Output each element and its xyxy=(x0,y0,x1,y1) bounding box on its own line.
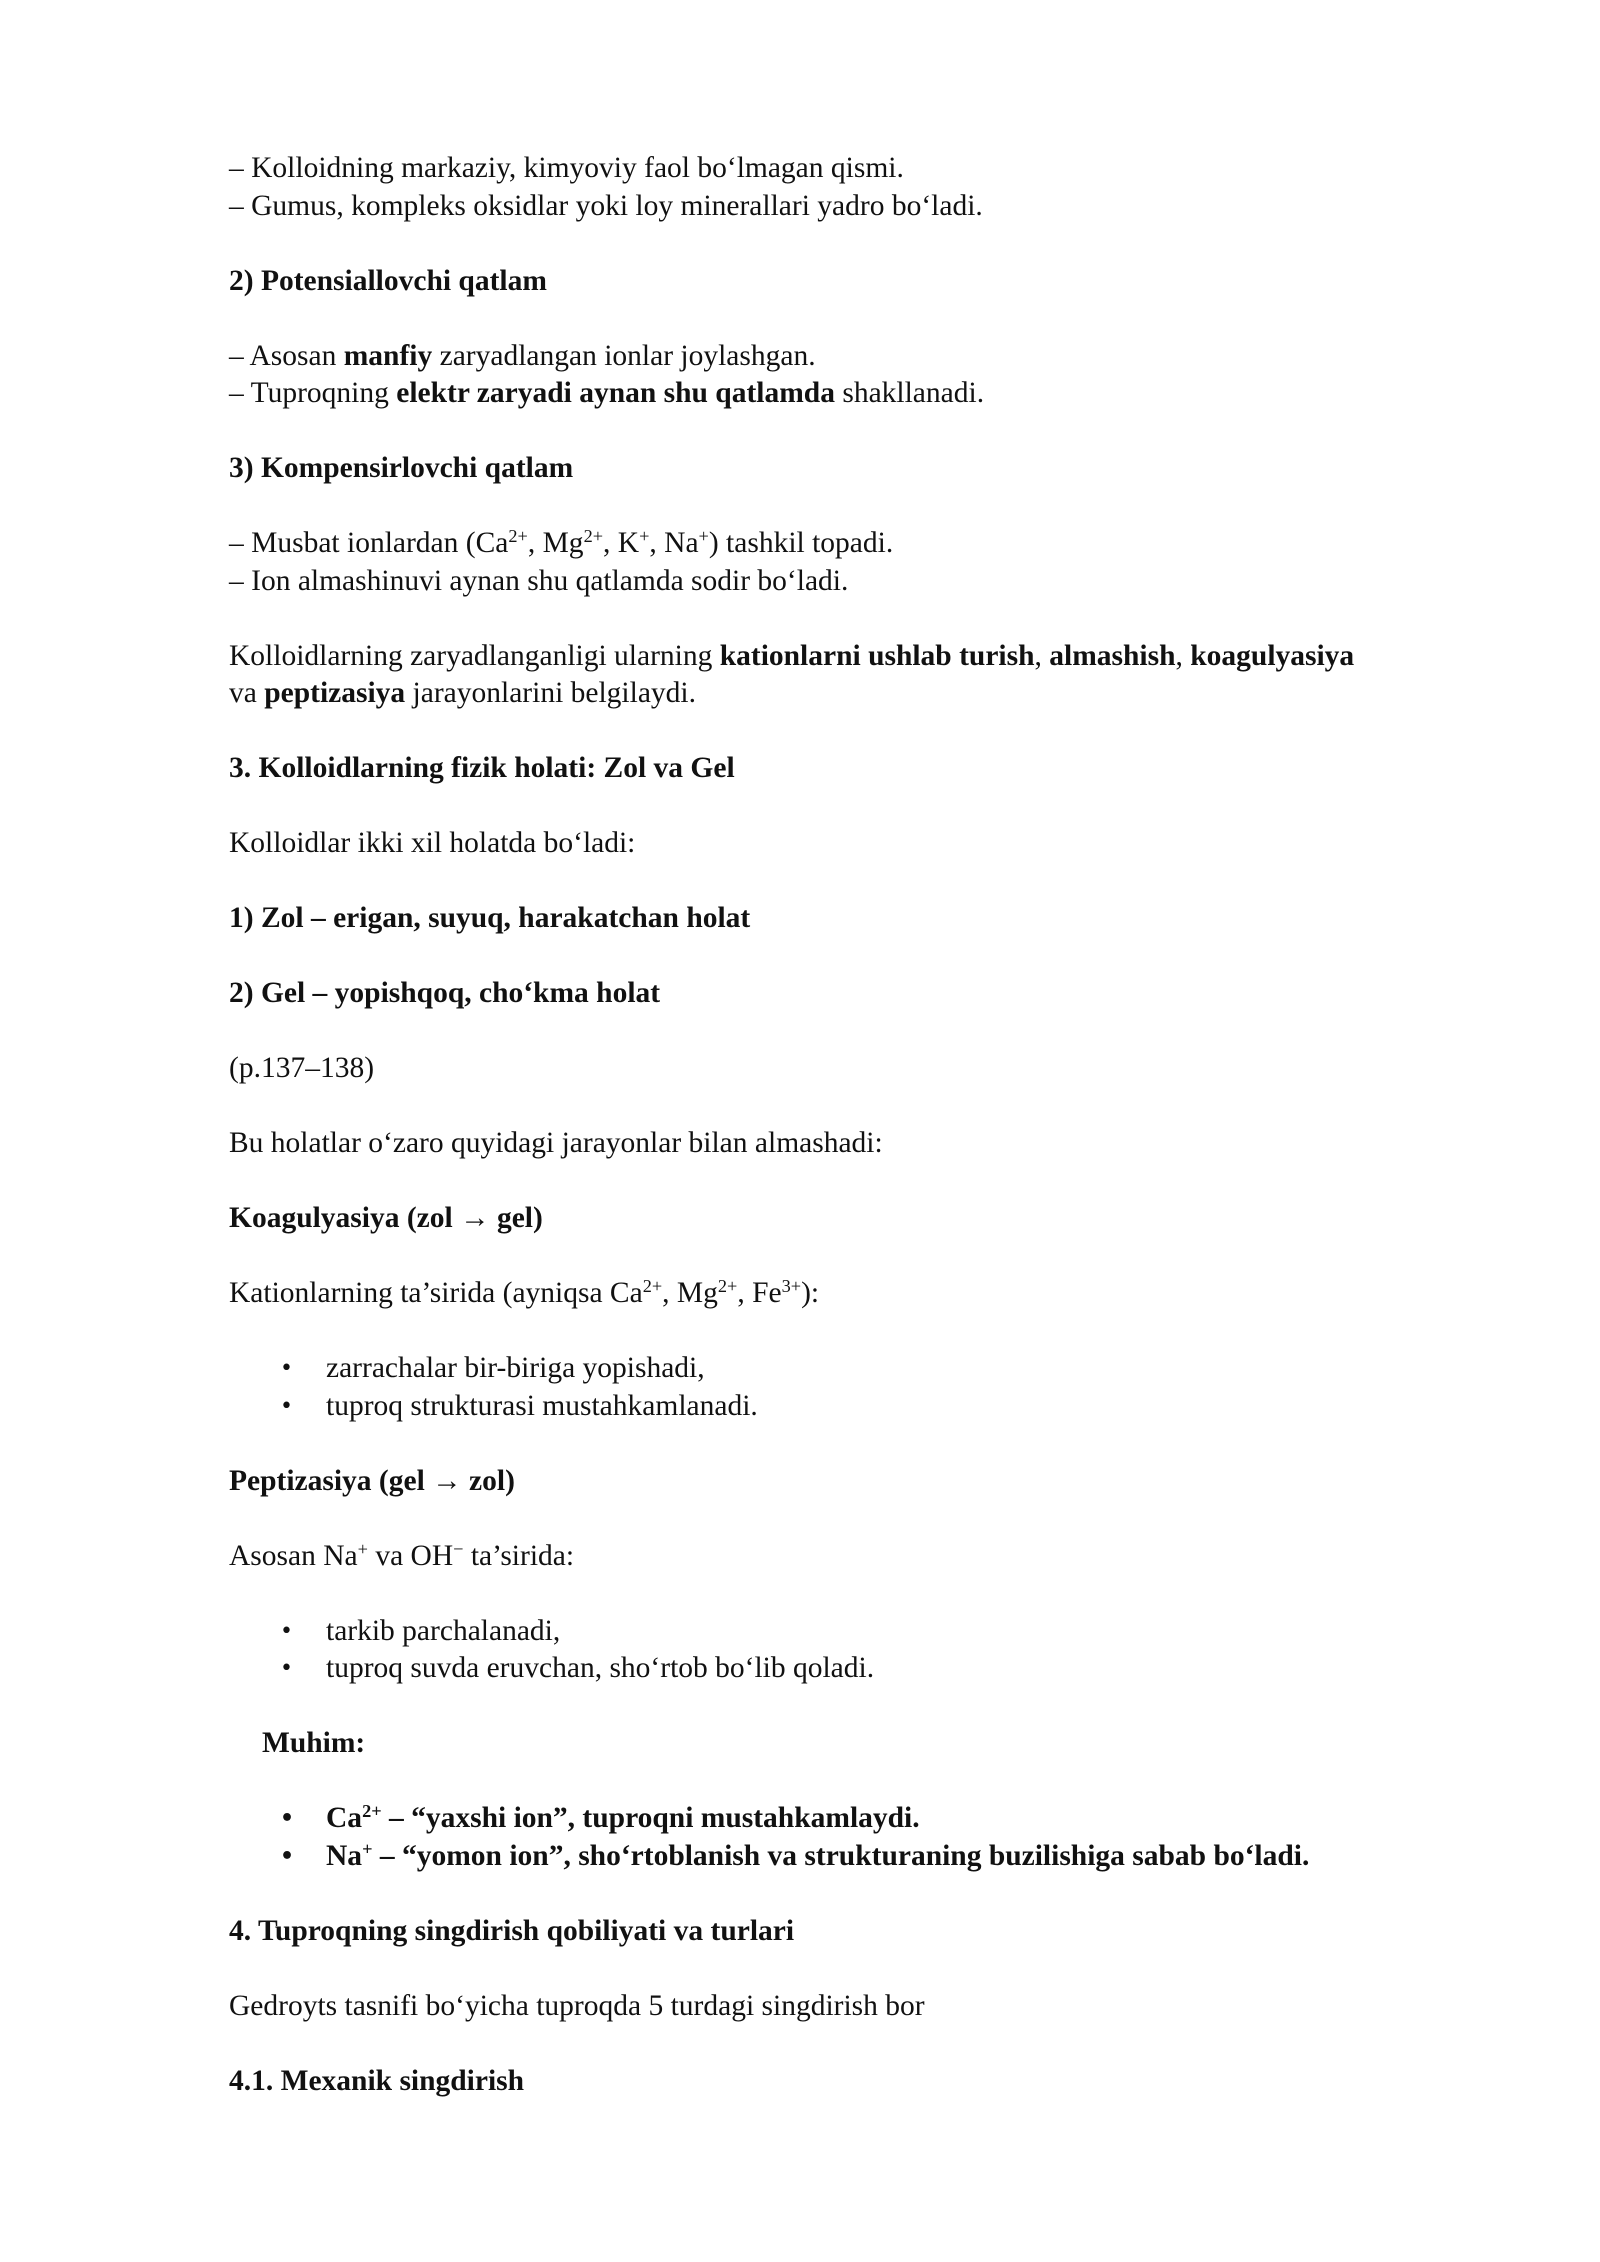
text-span: , xyxy=(1175,639,1191,672)
peptization-heading: Peptizasiya (gel → zol) xyxy=(229,1464,515,1497)
peptization-effects-list xyxy=(229,1613,1479,1688)
bullet-icon: • xyxy=(280,1656,293,1681)
potential-layer-heading: 2) Potensiallovchi qatlam xyxy=(229,264,547,297)
spacer xyxy=(229,1500,1479,1538)
text-span: , K xyxy=(603,527,640,559)
core-line-2: – Gumus, kompleks oksidlar yoki loy minerallari yadro bo‘ladi. xyxy=(229,189,983,222)
section-4-1-heading: 4.1. Mexanik singdirish xyxy=(229,2064,525,2097)
core-line-1: – Kolloidning markaziy, kimyoviy faol bo‘lmagan qismi. xyxy=(229,152,904,184)
bold-term: kationlarni ushlab turish xyxy=(719,639,1035,672)
compensating-layer-line-2: – Ion almashinuvi aynan shu qatlamda sodir bo‘ladi. xyxy=(229,564,849,597)
list-item-text: tuproq suvda eruvchan, sho‘rtob bo‘lib qoladi. xyxy=(326,1652,875,1684)
list-item xyxy=(229,1613,1479,1651)
text-span: , xyxy=(1034,639,1050,672)
text-span: shakllanadi. xyxy=(834,377,985,409)
spacer xyxy=(229,1575,1479,1613)
text-span: – “yomon ion”, sho‘rtoblanish va strukturaning buzilishiga sabab bo‘ladi. xyxy=(372,1839,1310,1872)
spacer xyxy=(229,1763,1479,1801)
charge-superscript: 2+ xyxy=(508,525,528,546)
text-span: – Asosan xyxy=(229,339,344,372)
text-span: ) tashkil topadi. xyxy=(708,527,894,559)
important-list xyxy=(229,1800,1479,1875)
text-span: jarayonlarini belgilaydi. xyxy=(405,677,696,709)
charge-superscript: 3+ xyxy=(781,1275,802,1296)
text-span: Na xyxy=(326,1839,363,1872)
bold-term: koagulyasiya xyxy=(1190,639,1355,672)
spacer xyxy=(229,1875,1479,1913)
charge-superscript: + xyxy=(639,525,650,546)
text-span: ): xyxy=(801,1277,820,1309)
charge-superscript: 2+ xyxy=(583,525,604,546)
section-3-heading: 3. Kolloidlarning fizik holati: Zol va Gel xyxy=(229,752,735,784)
list-item-text: zarrachalar bir-biriga yopishadi, xyxy=(326,1352,705,1384)
spacer xyxy=(229,1425,1479,1463)
text-span: va OH xyxy=(367,1539,454,1572)
text-span: – “yaxshi ion”, tuproqni mustahkamlaydi. xyxy=(381,1802,920,1834)
charge-superscript: − xyxy=(453,1538,464,1559)
document-body xyxy=(229,150,1479,2100)
section-3-intro: Kolloidlar ikki xil holatda bo‘ladi: xyxy=(229,827,636,859)
spacer xyxy=(229,1088,1479,1126)
text-span: va xyxy=(229,677,265,709)
list-item xyxy=(229,1350,1479,1388)
bold-term: peptizasiya xyxy=(264,677,406,709)
coagulation-cause xyxy=(229,1275,1479,1313)
text-span: – Tuproqning xyxy=(229,377,397,409)
summary-paragraph xyxy=(229,638,1479,713)
spacer xyxy=(229,300,1479,338)
charge-superscript: 2+ xyxy=(717,1275,738,1296)
spacer xyxy=(229,225,1479,263)
charge-superscript: + xyxy=(362,1838,373,1859)
bullet-icon: • xyxy=(280,1393,293,1419)
peptization-cause xyxy=(229,1538,1479,1576)
spacer xyxy=(229,2025,1479,2063)
text-span: Ca xyxy=(326,1802,363,1834)
spacer xyxy=(229,1238,1479,1276)
charge-superscript: 2+ xyxy=(642,1275,663,1296)
spacer xyxy=(229,413,1479,451)
state-gel: 2) Gel – yopishqoq, cho‘kma holat xyxy=(229,977,661,1009)
text-span: ta’sirida: xyxy=(463,1539,575,1572)
spacer xyxy=(229,1688,1479,1726)
list-item xyxy=(229,1388,1479,1426)
bold-term: elektr zaryadi aynan shu qatlamda xyxy=(396,377,835,409)
spacer xyxy=(229,713,1479,751)
potential-layer-line-2 xyxy=(229,375,1479,413)
bullet-icon: • xyxy=(280,1618,293,1644)
spacer xyxy=(229,1950,1479,1988)
spacer xyxy=(229,1163,1479,1201)
transition-text: Bu holatlar o‘zaro quyidagi jarayonlar bilan almashadi: xyxy=(229,1127,883,1159)
spacer xyxy=(229,938,1479,976)
bullet-icon: • xyxy=(280,1806,295,1831)
spacer xyxy=(229,788,1479,826)
coagulation-heading: Koagulyasiya (zol → gel) xyxy=(229,1202,543,1234)
compensating-layer-heading: 3) Kompensirlovchi qatlam xyxy=(229,452,574,484)
bold-term: almashish xyxy=(1049,639,1176,672)
compensating-layer-line-1 xyxy=(229,525,1479,563)
section-4-intro: Gedroyts tasnifi bo‘yicha tuproqda 5 turdagi singdirish bor xyxy=(229,1989,925,2022)
charge-superscript: 2+ xyxy=(362,1800,382,1821)
state-zol: 1) Zol – erigan, suyuq, harakatchan holat xyxy=(229,902,751,934)
spacer xyxy=(229,863,1479,901)
section-4-heading: 4. Tuproqning singdirish qobiliyati va turlari xyxy=(229,1914,795,1947)
text-span: zaryadlangan ionlar joylashgan. xyxy=(432,339,816,372)
list-item xyxy=(229,1838,1479,1876)
charge-superscript: + xyxy=(698,525,709,546)
coagulation-effects-list xyxy=(229,1350,1479,1425)
list-item-text: tarkib parchalanadi, xyxy=(326,1614,561,1647)
spacer xyxy=(229,488,1479,526)
potential-layer-line-1 xyxy=(229,338,1479,376)
text-span: , Fe xyxy=(737,1277,782,1309)
text-span: Kolloidlarning zaryadlanganligi ularning xyxy=(229,639,720,672)
spacer xyxy=(229,1013,1479,1051)
list-item-text: tuproq strukturasi mustahkamlanadi. xyxy=(326,1389,758,1422)
bullet-icon: • xyxy=(280,1356,293,1381)
list-item xyxy=(229,1800,1479,1838)
important-heading: Muhim: xyxy=(262,1727,366,1759)
text-span: , Na xyxy=(649,527,699,559)
list-item xyxy=(229,1650,1479,1688)
bullet-icon: • xyxy=(280,1843,295,1869)
text-span: Asosan Na xyxy=(229,1539,358,1572)
text-span: , Mg xyxy=(527,527,584,559)
bold-term: manfiy xyxy=(343,339,433,372)
charge-superscript: + xyxy=(357,1538,368,1559)
spacer xyxy=(229,600,1479,638)
text-span: , Mg xyxy=(662,1277,718,1309)
page-reference: (p.137–138) xyxy=(229,1052,375,1084)
spacer xyxy=(229,1313,1479,1351)
text-span: – Musbat ionlardan (Ca xyxy=(229,527,509,559)
text-span: Kationlarning ta’sirida (ayniqsa Ca xyxy=(229,1277,643,1309)
